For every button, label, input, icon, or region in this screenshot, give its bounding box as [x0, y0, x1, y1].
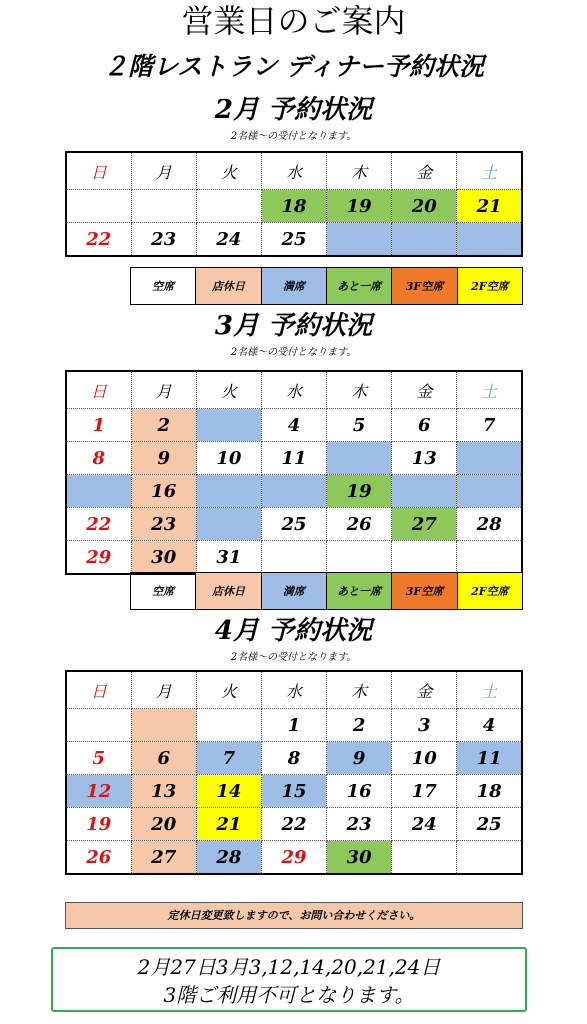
- calendar-day-cell: 7: [196, 742, 261, 775]
- weekday-header: 火: [196, 371, 261, 409]
- legend-item: 2F空席: [457, 573, 522, 610]
- weekday-header-row: [66, 152, 522, 190]
- calendar-day-cell: 26: [327, 508, 392, 541]
- calendar-week-row: [66, 709, 522, 742]
- calendar-day-cell: [457, 541, 522, 575]
- weekday-header: 火: [196, 152, 261, 190]
- calendar-day-cell: 22: [261, 808, 326, 841]
- calendar-day-cell: 16: [327, 775, 392, 808]
- calendar-week-row: [66, 541, 522, 575]
- calendar-day-cell: 6: [392, 409, 457, 442]
- legend-row: [131, 573, 523, 610]
- calendar-day-cell: [457, 475, 522, 508]
- calendar-day-cell: [327, 223, 392, 257]
- weekday-header: 木: [327, 371, 392, 409]
- calendar-day-cell: [196, 409, 261, 442]
- calendar-week-row: [66, 808, 522, 841]
- calendar-day-cell: 6: [131, 742, 196, 775]
- calendar-day-cell: [66, 190, 131, 223]
- calendar-day-cell: [457, 223, 522, 257]
- calendar-day-cell: 16: [131, 475, 196, 508]
- weekday-header: 日: [66, 371, 131, 409]
- legend-item: 空席: [131, 268, 196, 305]
- calendar-day-cell: 8: [66, 442, 131, 475]
- calendar-day-cell: 7: [457, 409, 522, 442]
- calendar-day-cell: 11: [457, 742, 522, 775]
- calendar-day-cell: 17: [392, 775, 457, 808]
- calendar-day-cell: 19: [66, 808, 131, 841]
- weekday-header: 火: [196, 671, 261, 709]
- weekday-header: 土: [457, 371, 522, 409]
- calendar-day-cell: [131, 190, 196, 223]
- reservation-note: 2名様～の受付となります。: [230, 347, 357, 358]
- legend-item: 3F空席: [392, 573, 457, 610]
- calendar-week-row: [66, 742, 522, 775]
- calendar-apr: [65, 670, 523, 875]
- calendar-week-row: [66, 409, 522, 442]
- calendar-day-cell: 21: [457, 190, 522, 223]
- calendar-day-cell: [196, 709, 261, 742]
- calendar-day-cell: [261, 475, 326, 508]
- calendar-day-cell: 22: [66, 508, 131, 541]
- calendar-day-cell: 28: [196, 841, 261, 875]
- calendar-day-cell: 24: [392, 808, 457, 841]
- calendar-day-cell: 2: [327, 709, 392, 742]
- legend-item: あと一席: [326, 268, 391, 305]
- calendar-day-cell: 23: [131, 223, 196, 257]
- calendar-day-cell: [392, 841, 457, 875]
- month-heading-mar: 3月 予約状況: [214, 311, 373, 341]
- legend-item: 2F空席: [457, 268, 522, 305]
- calendar-day-cell: 27: [131, 841, 196, 875]
- calendar-day-cell: [327, 541, 392, 575]
- weekday-header: 木: [327, 152, 392, 190]
- calendar-day-cell: [457, 442, 522, 475]
- weekday-header-row: [66, 671, 522, 709]
- calendar-day-cell: 11: [261, 442, 326, 475]
- weekday-header: 月: [131, 671, 196, 709]
- calendar-day-cell: 9: [131, 442, 196, 475]
- legend-item: 3F空席: [392, 268, 457, 305]
- calendar-day-cell: 29: [66, 541, 131, 575]
- calendar-day-cell: 4: [457, 709, 522, 742]
- calendar-week-row: [66, 775, 522, 808]
- month-heading-apr: 4月 予約状況: [214, 616, 373, 646]
- calendar-day-cell: [196, 475, 261, 508]
- calendar-day-cell: 15: [261, 775, 326, 808]
- calendar-day-cell: 23: [327, 808, 392, 841]
- calendar-day-cell: 3: [392, 709, 457, 742]
- reservation-note: 2名様～の受付となります。: [230, 131, 357, 142]
- weekday-header: 土: [457, 671, 522, 709]
- reservation-note: 2名様～の受付となります。: [230, 652, 357, 663]
- weekday-header: 水: [261, 152, 326, 190]
- calendar-day-cell: 23: [131, 508, 196, 541]
- legend-item: 満席: [261, 573, 326, 610]
- weekday-header-row: [66, 371, 522, 409]
- legend-item: 店休日: [196, 573, 261, 610]
- weekday-header: 水: [261, 671, 326, 709]
- calendar-day-cell: 31: [196, 541, 261, 575]
- calendar-day-cell: 13: [392, 442, 457, 475]
- weekday-header: 金: [392, 371, 457, 409]
- calendar-day-cell: 2: [131, 409, 196, 442]
- calendar-day-cell: 1: [261, 709, 326, 742]
- weekday-header: 日: [66, 671, 131, 709]
- calendar-day-cell: 22: [66, 223, 131, 257]
- holiday-change-notice: 定休日変更致しますので、お問い合わせください。: [65, 902, 523, 929]
- calendar-day-cell: 25: [261, 223, 326, 257]
- calendar-day-cell: 14: [196, 775, 261, 808]
- calendar-day-cell: 1: [66, 409, 131, 442]
- legend-mar: [130, 572, 523, 610]
- calendar-day-cell: 8: [261, 742, 326, 775]
- calendar-day-cell: 4: [261, 409, 326, 442]
- calendar-day-cell: [131, 709, 196, 742]
- calendar-day-cell: 18: [457, 775, 522, 808]
- month-heading-feb: 2月 予約状況: [214, 95, 373, 125]
- calendar-day-cell: 5: [327, 409, 392, 442]
- calendar-day-cell: 10: [196, 442, 261, 475]
- weekday-header: 日: [66, 152, 131, 190]
- calendar-day-cell: 30: [131, 541, 196, 575]
- legend-item: あと一席: [326, 573, 391, 610]
- calendar-day-cell: [392, 475, 457, 508]
- calendar-day-cell: 30: [327, 841, 392, 875]
- calendar-week-row: [66, 841, 522, 875]
- calendar-day-cell: 19: [327, 475, 392, 508]
- legend-item: 満席: [261, 268, 326, 305]
- calendar-week-row: [66, 475, 522, 508]
- calendar-day-cell: 18: [261, 190, 326, 223]
- calendar-day-cell: [66, 709, 131, 742]
- calendar-week-row: [66, 190, 522, 223]
- calendar-day-cell: [392, 223, 457, 257]
- calendar-week-row: [66, 508, 522, 541]
- calendar-day-cell: 24: [196, 223, 261, 257]
- calendar-week-row: [66, 442, 522, 475]
- calendar-day-cell: 5: [66, 742, 131, 775]
- calendar-day-cell: 13: [131, 775, 196, 808]
- page-subtitle: ２階レストラン ディナー予約状況: [103, 52, 484, 81]
- calendar-day-cell: 28: [457, 508, 522, 541]
- calendar-day-cell: 29: [261, 841, 326, 875]
- calendar-day-cell: 19: [327, 190, 392, 223]
- calendar-day-cell: 20: [131, 808, 196, 841]
- calendar-day-cell: [261, 541, 326, 575]
- calendar-day-cell: 10: [392, 742, 457, 775]
- weekday-header: 土: [457, 152, 522, 190]
- calendar-day-cell: 9: [327, 742, 392, 775]
- calendar-day-cell: [457, 841, 522, 875]
- calendar-day-cell: 27: [392, 508, 457, 541]
- weekday-header: 月: [131, 152, 196, 190]
- calendar-day-cell: 25: [457, 808, 522, 841]
- calendar-day-cell: [196, 190, 261, 223]
- closure-message: 3階ご利用不可となります。: [163, 983, 415, 1007]
- calendar-feb: [65, 151, 523, 257]
- weekday-header: 金: [392, 671, 457, 709]
- weekday-header: 木: [327, 671, 392, 709]
- calendar-day-cell: [196, 508, 261, 541]
- calendar-day-cell: [392, 541, 457, 575]
- calendar-day-cell: 25: [261, 508, 326, 541]
- calendar-day-cell: [66, 475, 131, 508]
- calendar-day-cell: 12: [66, 775, 131, 808]
- closure-dates: 2月27日3月3,12,14,20,21,24日: [137, 955, 441, 979]
- calendar-day-cell: [327, 442, 392, 475]
- weekday-header: 月: [131, 371, 196, 409]
- calendar-day-cell: 26: [66, 841, 131, 875]
- legend-feb: [130, 267, 523, 305]
- legend-row: [131, 268, 523, 305]
- calendar-week-row: [66, 223, 522, 257]
- weekday-header: 水: [261, 371, 326, 409]
- calendar-mar: [65, 370, 523, 575]
- legend-item: 空席: [131, 573, 196, 610]
- calendar-day-cell: 20: [392, 190, 457, 223]
- page-title: 営業日のご案内: [181, 2, 406, 40]
- legend-item: 店休日: [196, 268, 261, 305]
- calendar-day-cell: 21: [196, 808, 261, 841]
- weekday-header: 金: [392, 152, 457, 190]
- third-floor-closure-box: [51, 947, 527, 1012]
